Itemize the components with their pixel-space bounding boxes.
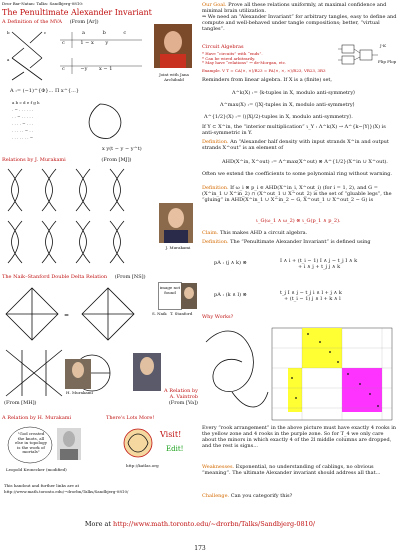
pa2-lhs: pA : (k ∧ l) ⊗ xyxy=(214,292,247,298)
table-cell: −y xyxy=(80,66,88,72)
definition-text: An “Alexander half density with input strands X^in and output strands X^out” is an element of xyxy=(202,139,389,151)
ahd-formula: AHD(X^in, X^out) := Λ^max(X^out) ⊗ Λ^{1/2}(X^in ∪ X^out). xyxy=(222,159,388,165)
challenge-label: Challenge. xyxy=(202,493,230,499)
mva-table-row-1 xyxy=(62,40,152,46)
h-murakami-heading: A Relation by H. Murakami xyxy=(2,415,72,421)
table-cell: 1 − x xyxy=(80,40,94,46)
circuit-diagram xyxy=(338,42,378,68)
naik-names xyxy=(152,312,198,317)
murakami-heading: Relations by J. Murakami xyxy=(2,157,66,163)
pa1-rhs-bot: + i ∧ j + t_j j ∧ k xyxy=(298,264,341,270)
footer-url-link[interactable]: http://www.math.toronto.edu/~drorbn/Talks/Sandbjerg-0810/ xyxy=(113,520,316,528)
pa1-lhs: pA : (j ∧ k) ⊗ xyxy=(214,260,247,266)
vaintrob-heading: A Relation by xyxy=(164,388,198,394)
definition-ahd xyxy=(202,139,398,151)
murakami-source: (From [MJ]) xyxy=(101,157,132,163)
col-label-b: b xyxy=(102,30,106,36)
goal-paragraph xyxy=(202,2,398,32)
photo-h-murakami xyxy=(64,358,92,390)
pa1-rhs xyxy=(280,258,398,270)
formula-a: A := (−1)^{Φ}... Π x^{...} xyxy=(10,88,80,94)
col-label-c: c xyxy=(123,30,127,36)
t-stanford-name: T. Stanford xyxy=(170,311,193,316)
table-cell: x − 1 xyxy=(99,66,113,72)
mva-col-labels xyxy=(82,30,162,36)
right-column xyxy=(202,2,398,506)
svg-text:=: = xyxy=(64,312,70,319)
pa2-rhs-top: t_j I ∧ j − t_j i ∧ l + j ∧ k xyxy=(280,290,342,296)
circuit-label-jk: J-K xyxy=(380,43,386,48)
page-number: 173 xyxy=(194,545,206,552)
eq-lambda-k: Λ^k(X) := ⟨k-tuples in X, modulo anti-symmetry⟩ xyxy=(232,90,356,96)
left-column xyxy=(2,2,198,506)
pa2-rhs xyxy=(280,290,398,302)
interior-multiplication: If Y ⊂ X^in, the “interior multiplication” ι_Y : Λ^k(X) → Λ^{k−|Y|}(X) is anti-symmetric in Y. xyxy=(202,124,386,136)
top-line: Dror Bar-Natan: Talks: Sandbjerg-0810: xyxy=(2,1,84,6)
claim-text: This makes AHD a circuit algebra. xyxy=(219,230,308,236)
handout-url[interactable]: http://www.math.toronto.edu/~drorbn/Talks/Sandbjerg-0810/ xyxy=(4,489,129,494)
circuit-items xyxy=(202,52,332,66)
weaknesses xyxy=(202,464,398,476)
poster-title: The Penultimate Alexander Invariant xyxy=(2,7,152,17)
goal-text-2: ⇒ We need an “Alexander Invariant” for arbitrary tangles, easy to define and compute and well-behaved under tangle compositions; better, “virtual tangles”. xyxy=(202,14,397,32)
gluing-formula: ι_G(ω_1 ∧ ω_2) ⊗ ι_G(p_1 ∧ p_2). xyxy=(256,218,341,224)
handout-text: This handout and further links are at xyxy=(4,483,80,488)
eq-lambda-max: Λ^max(X) := ⟨|X|-tuples in X, modulo anti-symmetry⟩ xyxy=(220,102,355,108)
photo-j-murakami xyxy=(158,202,194,244)
table-cell: c xyxy=(62,66,65,72)
weaknesses-label: Weaknesses. xyxy=(202,464,235,470)
svg-text:. . − . . . . .: . . − . . . . . xyxy=(12,114,34,119)
definition-pa xyxy=(202,239,398,245)
h-murakami-name: H. Murakami xyxy=(66,390,93,395)
definition-gluing-text: If ω_i ⊗ p_i ∈ AHD(X^in_i, X^out_i) (for i = 1, 2), and G = (X^in_1 ∪ X^in_2) ∩ (X^out_1 ∪ X^out_2) is the set of “gluable legs”, the “gluing” in AHD(X^in_1 ∪ X^in_2 − G, X^out_1 ∪ X^out_2 − G) is xyxy=(202,185,392,203)
photo-t-stanford xyxy=(180,282,198,310)
table-cell: y xyxy=(105,40,109,46)
circuit-item: * May have “relations” ↔ de-Morgan, etc. xyxy=(202,60,287,66)
why-works-text: Every “rook arrangement” in the above picture must have exactly 4 rooks in the yellow zone and 4 rooks in the purple zone. So for T_4 we only care about the minors in which exactly 4 of the 2l middle columns are dropped, and the rest is signs... xyxy=(202,425,397,449)
why-works-heading: Why Works? xyxy=(202,314,234,320)
table-cell: c xyxy=(62,40,65,46)
rook-arrangement-diagram xyxy=(202,322,398,424)
visit-link[interactable]: Visit! xyxy=(160,430,182,439)
mva-source: (From [Ar]) xyxy=(69,19,99,25)
svg-text:c: c xyxy=(44,30,47,35)
svg-text:. . . . . . . −: . . . . . . . − xyxy=(12,135,34,140)
knot-atlas-logo xyxy=(120,425,156,461)
from-mh: (From [MH]) xyxy=(4,400,37,406)
edit-link[interactable]: Edit! xyxy=(166,445,184,453)
weaknesses-text: Exponential, no understanding of cablings, no obvious “meaning”. The ultimate Alexander invariant should address all that... xyxy=(202,464,381,476)
goal-label: Our Goal. xyxy=(202,2,227,8)
footer-more-at-label: More at xyxy=(84,520,111,528)
photo-kronecker xyxy=(56,427,82,461)
vaintrob-source: (From [Va]) xyxy=(168,400,198,406)
vaintrob-block xyxy=(152,388,198,406)
svg-text:. . . . . − . .: . . . . . − . . xyxy=(12,128,34,133)
mva-crossings-diagram xyxy=(2,28,152,82)
circuit-label-flipflop: Flip Flop xyxy=(378,59,397,64)
circuit-algebras-heading: Circuit Algebras xyxy=(202,44,244,50)
definition-gluing xyxy=(202,185,398,203)
ahd-note: Often we extend the coefficients to some polynomial ring without warning. xyxy=(202,171,393,177)
murakami-heading-row xyxy=(2,157,198,163)
challenge-text: Can you categorify this? xyxy=(230,493,293,499)
naik-heading: The Naik–Stanford Double Delta Relation xyxy=(2,274,108,280)
svg-text:a b c d e f g h: a b c d e f g h xyxy=(12,100,40,105)
circuit-example: Example. V T = CA⟨×, ×⟩/R23 = PA⟨×, ×, ×⟩/R23, VR23, 3R3 xyxy=(202,68,326,73)
svg-text:. − . . . . . .: . − . . . . . . xyxy=(12,107,34,112)
challenge xyxy=(202,493,398,499)
claim-label: Claim. xyxy=(202,230,219,236)
katlas-url[interactable]: http://katlas.org xyxy=(126,463,159,468)
definition-label: Definition. xyxy=(202,139,229,145)
footer-more-at xyxy=(0,521,400,529)
j-murakami-name: J. Murakami xyxy=(165,245,191,250)
photo-caption: Joint with Jana Archibald xyxy=(159,72,189,82)
vaintrob-name: A. Vaintrob xyxy=(169,394,198,400)
matrix-diagram xyxy=(10,98,140,142)
naik-source: (From [NS]) xyxy=(114,274,146,280)
photo-jana-archibald xyxy=(152,22,196,76)
naik-heading-row xyxy=(2,274,198,280)
col-label-a: a xyxy=(82,30,85,36)
claim xyxy=(202,230,398,236)
kronecker-attribution: Leopold Kronecker (modified) xyxy=(6,467,67,472)
s-naik-name: S. Naik xyxy=(152,311,167,316)
pa1-rhs-top: I ∧ i + (t_i − 1) I ∧ j − t_j I ∧ k xyxy=(280,258,358,264)
svg-text:. . . . − . . .: . . . . − . . . xyxy=(12,121,34,126)
mva-heading: A Definition of the MVA xyxy=(2,19,62,25)
goal-text: Prove all these relations uniformly, at maximal confidence and minimal brain utilization. xyxy=(202,2,387,14)
mva-table-row-2 xyxy=(62,66,152,72)
pa2-rhs-bot: + (t_i − 1) j ∧ l + k ∧ l xyxy=(284,296,341,302)
reminders: Reminders from linear algebra. If X is a (finite) set, xyxy=(202,77,333,83)
definition-label: Definition. xyxy=(202,239,229,245)
theres-lots-more: There's Lots More! xyxy=(106,415,155,421)
circuit-item: * Have “circuits” with “ends”. xyxy=(202,51,263,56)
image-not-found-box xyxy=(158,282,182,310)
circuit-item: * Can be wired arbitrarily. xyxy=(202,55,256,61)
definition-label: Definition. xyxy=(202,185,229,191)
photo-a-vaintrob xyxy=(132,352,162,392)
svg-text:b: b xyxy=(7,30,10,35)
eq-lambda-half: Λ^{1/2}(X) := ⟨(|X|/2)-tuples in X, modulo anti-symmetry⟩. xyxy=(204,114,353,120)
poster xyxy=(2,2,398,506)
xy-formula: x y(t − y − y^t) xyxy=(102,146,142,152)
definition-pa-text: The “Penultimate Alexander Invariant” is defined using xyxy=(230,239,371,245)
murakami-relations-diagram xyxy=(2,165,154,265)
image-not-found-text: image not found xyxy=(159,285,181,295)
kronecker-quote: "God created the knots, all else in topology is the work of mortals" xyxy=(15,431,47,455)
naik-stanford-diagram xyxy=(2,284,152,346)
svg-text:a: a xyxy=(7,57,10,62)
